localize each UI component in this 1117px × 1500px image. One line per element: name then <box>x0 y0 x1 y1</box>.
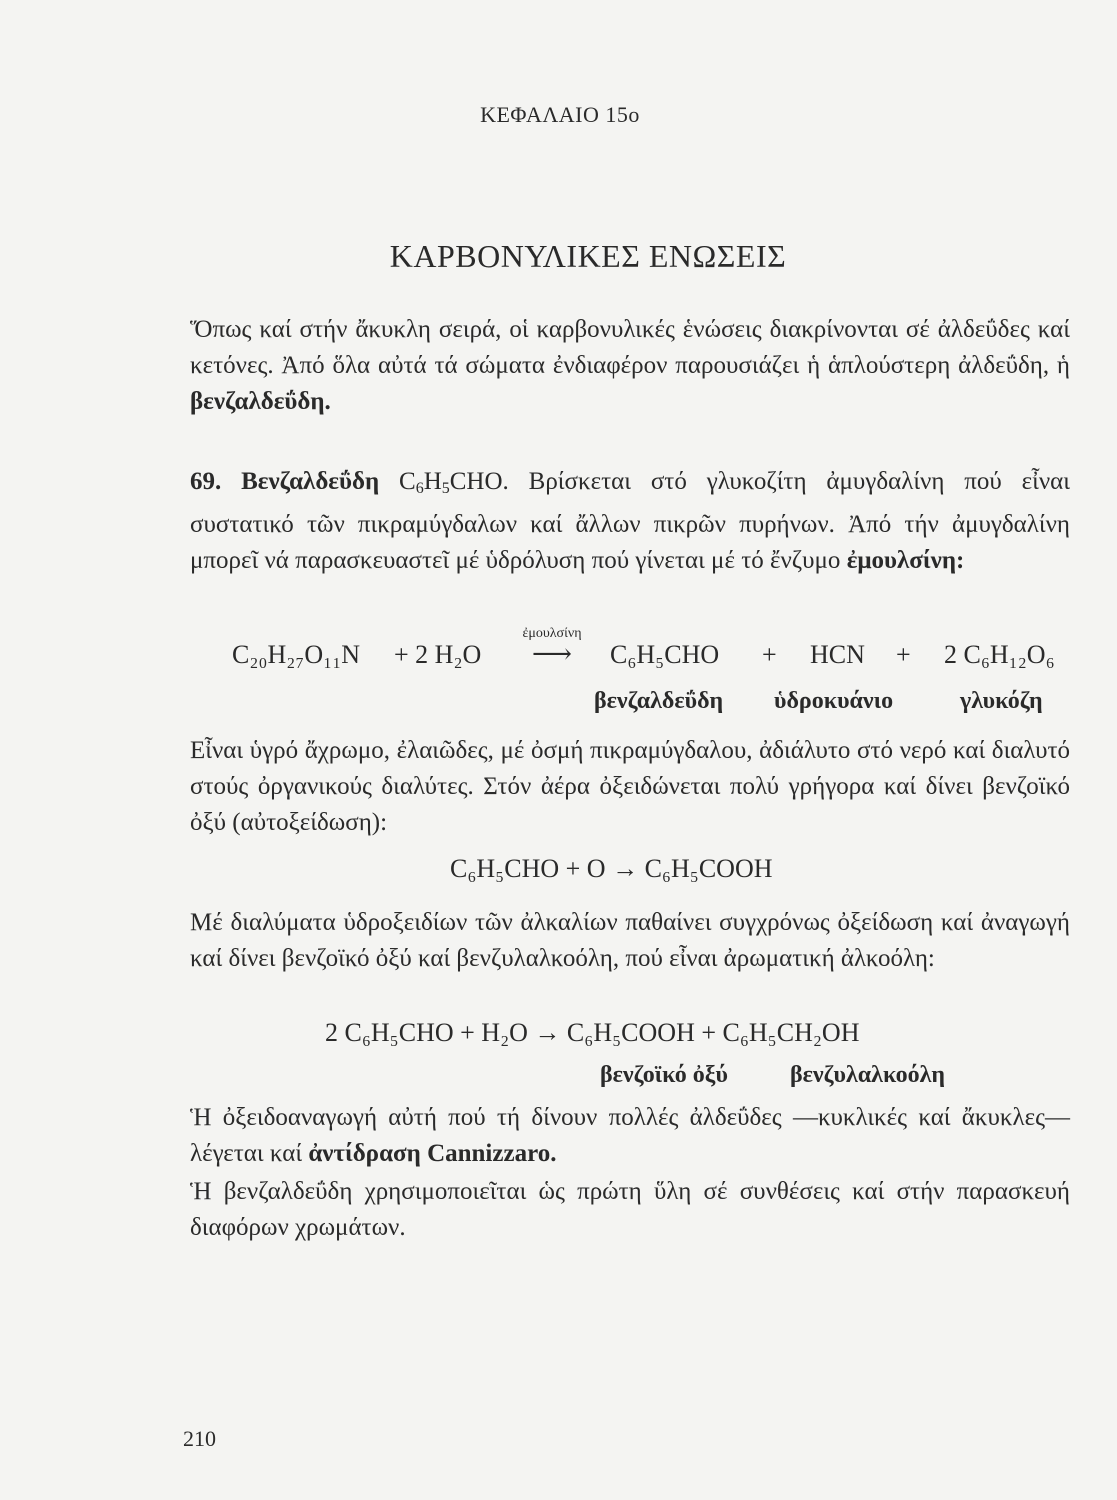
eq1-name3: γλυκόζη <box>960 688 1043 714</box>
section-69-heading: 69. Βενζαλδεΰδη <box>190 468 380 495</box>
chapter-title: ΚΑΡΒΟΝΥΛΙΚΕΣ ΕΝΩΣΕΙΣ <box>389 238 787 274</box>
running-head: ΚΕΦΑΛΑΙΟ 15ο <box>480 102 640 127</box>
eq3-name1: βενζοϊκό ὀξύ <box>600 1062 728 1088</box>
alkali-paragraph: Μέ διαλύματα ὑδροξειδίων τῶν ἀλκαλίων παθαίνει συγχρόνως ὀξείδωση καί ἀναγωγή καί δίνει βενζοϊκό ὀξύ καί βενζυλαλκοόλη, πού εἶναι ἀρωματική ἀλκοόλη: <box>190 909 1070 972</box>
eq1-name1: βενζαλδεΰδη <box>594 688 724 714</box>
section-69-paragraph <box>190 464 1070 579</box>
eq1-name2: ὑδροκυάνιο <box>774 688 894 714</box>
section-69-text: Βρίσκεται στό γλυκοζίτη ἀμυγδαλίνη πού εἶναι συστατικό τῶν πικραμύγδαλων καί ἄλλων πικρῶν πυρήνων. Ἀπό τήν ἀμυγδαλίνη μπορεῖ νά παρασκευαστεῖ μέ ὑδρόλυση πού γίνεται μέ τό ἔνζυμο <box>190 468 1070 574</box>
intro-bold: βενζαλδεΰδη. <box>190 388 331 415</box>
eq1-reactant1: C₂₀H₂₇O₁₁N <box>232 640 361 669</box>
eq1-product3: 2 C₆H₁₂O₆ <box>944 640 1055 669</box>
intro-paragraph <box>190 312 1070 420</box>
eq1-plus3: + <box>896 640 911 669</box>
uses-paragraph: Ἡ βενζαλδεΰδη χρησιμοποιεῖται ὡς πρώτη ὕλη σέ συνθέσεις καί στήν παρασκευή διαφόρων χρωμάτων. <box>190 1178 1070 1241</box>
eq1-product2: HCN <box>810 640 865 669</box>
page-number: 210 <box>183 1426 216 1451</box>
eq3-name2: βενζυλαλκοόλη <box>790 1062 946 1088</box>
eq3-equation: 2 C₆H₅CHO + H₂O → C₆H₅COOH + C₆H₅CH₂OH <box>325 1018 860 1047</box>
cannizzaro-bold: ἀντίδραση Cannizzaro. <box>308 1140 557 1167</box>
eq1-plus2: + <box>762 640 777 669</box>
eq1-catalyst: ἐμουλσίνη <box>522 626 582 641</box>
eq1-arrow <box>502 626 602 668</box>
properties-paragraph: Εἶναι ὑγρό ἄχρωμο, ἐλαιῶδες, μέ ὀσμή πικραμύγδαλου, ἀδιάλυτο στό νερό καί διαλυτό στούς ὀργανικούς διαλύτες. Στόν ἀέρα ὀξειδώνεται πολύ γρήγορα καί δίνει βενζοϊκό ὀξύ (αὐτοξείδωση): <box>190 737 1070 836</box>
section-69-bold: ἐμουλσίνη: <box>846 547 965 574</box>
cannizzaro-paragraph <box>190 1100 1070 1172</box>
eq1-product1: C₆H₅CHO <box>610 640 720 669</box>
equation-autoxidation: C₆H₅CHO + O → C₆H₅COOH <box>450 854 773 883</box>
section-69-formula: $C_6H_5CHO$. <box>399 468 509 497</box>
arrow-icon: ⟶ <box>531 639 573 670</box>
intro-text: Ὅπως καί στήν ἄκυκλη σειρά, οἱ καρβονυλικές ἑνώσεις διακρίνονται σέ ἀλδεΰδες καί κετόνες. Ἀπό ὅλα αὐτά τά σώματα ἐνδιαφέρον παρουσιάζει ἡ ἁπλούστερη ἀλδεΰδη, ἡ <box>190 316 1070 379</box>
cannizzaro-text: Ἡ ὀξειδοαναγωγή αὐτή πού τή δίνουν πολλές ἀλδεΰδες —κυκλικές καί ἄκυκλες— λέγεται καί <box>190 1104 1070 1167</box>
eq1-plus1: + 2 H₂O <box>394 640 482 669</box>
